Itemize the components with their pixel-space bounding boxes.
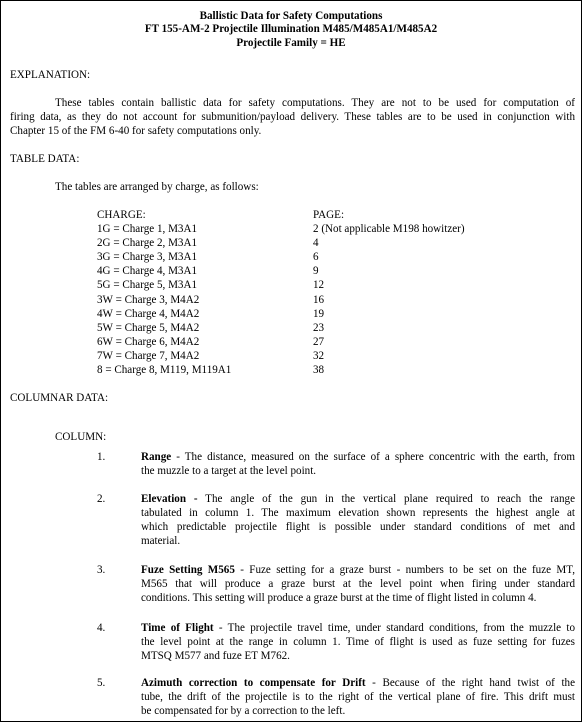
charge-table-row <box>97 349 465 363</box>
column-text: which predictable projectile flight is possible under standard conditions of met and <box>141 521 575 533</box>
charge-cell: 5G = Charge 5, M3A1 <box>97 279 198 292</box>
page-cell: 23 <box>313 321 325 334</box>
page-cell: 9 <box>313 265 319 278</box>
charge-table-header-row <box>97 208 465 222</box>
column-term: Time of Flight <box>141 622 214 634</box>
column-number: 3. <box>97 564 106 576</box>
table-data-intro: The tables are arranged by charge, as follows: <box>55 181 259 193</box>
explanation-paragraph <box>10 96 575 138</box>
column-text: the muzzle to a target at the level point. <box>141 465 317 477</box>
explanation-line: Chapter 15 of the FM 6-40 for safety computations only. <box>10 125 262 137</box>
page-cell: 12 <box>313 279 325 292</box>
column-text: - Fuze setting for a graze burst - numbers to be set on the fuze MT, <box>234 564 575 576</box>
column-term: Elevation - <box>141 493 198 505</box>
column-text: be compensated for by a correction to the left. <box>141 705 346 717</box>
column-text: MTSQ M577 and fuze ET M762. <box>141 650 290 662</box>
charge-column-header: CHARGE: <box>97 209 146 221</box>
column-text: conditions. This setting will produce a graze burst at the time of flight listed in column 4. <box>141 592 537 604</box>
charge-table-row <box>97 236 465 250</box>
charge-cell: 3G = Charge 3, M3A1 <box>97 251 198 264</box>
column-number: 2. <box>97 493 106 505</box>
charge-cell: 3W = Charge 3, M4A2 <box>97 293 200 306</box>
column-number: 5. <box>97 677 106 689</box>
page-cell: 27 <box>313 335 325 348</box>
column-text: material. <box>141 535 181 547</box>
charge-cell: 1G = Charge 1, M3A1 <box>97 223 198 236</box>
charge-cell: 6W = Charge 6, M4A2 <box>97 335 200 348</box>
explanation-line: firing data, as they do not account for submunition/payload delivery. These tables are to be used in conjunction with <box>10 111 575 123</box>
table-data-heading: TABLE DATA: <box>10 153 80 165</box>
charge-table-row <box>97 278 465 292</box>
page-cell: 38 <box>313 364 325 377</box>
charge-cell: 7W = Charge 7, M4A2 <box>97 349 200 362</box>
page-cell: 6 <box>313 251 319 264</box>
header-subtitle: FT 155-AM-2 Projectile Illumination M485/M485A1/M485A2 <box>144 23 438 36</box>
column-number: 4. <box>97 622 106 634</box>
column-term: Azimuth correction to compensate for Drift <box>141 677 366 689</box>
column-text: the level point at the range in column 1. Time of flight is used as fuze setting for fuzes <box>141 636 575 648</box>
page-cell: 19 <box>313 307 325 320</box>
page-cell: 4 <box>313 237 319 250</box>
page-cell: 16 <box>313 293 325 306</box>
page-column-header: PAGE: <box>313 209 345 221</box>
column-text: tabulated in column 1. The maximum elevation shown represents the highest angle at <box>141 507 575 519</box>
column-text: - The projectile travel time, under standard conditions, from the muzzle to <box>213 622 575 634</box>
page-cell: 32 <box>313 349 325 362</box>
column-number: 1. <box>97 451 106 463</box>
column-text: - The distance, measured on the surface of a sphere concentric with the earth, from <box>171 451 575 463</box>
charge-table-row <box>97 293 465 307</box>
column-term: Range <box>141 451 172 463</box>
header-title: Ballistic Data for Safety Computations <box>199 10 383 22</box>
explanation-heading: EXPLANATION: <box>10 69 91 81</box>
charge-cell: 4G = Charge 4, M3A1 <box>97 265 198 278</box>
charge-table-row <box>97 264 465 278</box>
column-text: M565 that will produce a graze burst at the level point when firing under standard <box>141 578 575 590</box>
charge-table-row <box>97 250 465 264</box>
column-label: COLUMN: <box>55 431 107 443</box>
charge-table-row <box>97 222 465 236</box>
column-term: Fuze Setting M565 <box>141 564 235 576</box>
column-text: The angle of the gun in the vertical plane required to reach the range <box>197 493 575 505</box>
charge-table-row <box>97 307 465 321</box>
column-text: - Because of the right hand twist of the <box>365 677 575 689</box>
charge-table-row <box>97 321 465 335</box>
charge-table-row <box>97 363 465 377</box>
charge-cell: 4W = Charge 4, M4A2 <box>97 307 200 320</box>
document-header <box>1 10 581 50</box>
page-cell: 2 (Not applicable M198 howitzer) <box>313 223 465 236</box>
charge-table-row <box>97 335 465 349</box>
explanation-line: These tables contain ballistic data for safety computations. They are not to be used for computation of <box>55 97 575 109</box>
charge-cell: 5W = Charge 5, M4A2 <box>97 321 200 334</box>
columnar-data-heading: COLUMNAR DATA: <box>10 392 109 404</box>
charge-cell: 8 = Charge 8, M119, M119A1 <box>97 364 232 377</box>
header-family: Projectile Family = HE <box>236 36 346 49</box>
charge-cell: 2G = Charge 2, M3A1 <box>97 237 198 250</box>
column-text: tube, the drift of the projectile is to the right of the vertical plane of fire. This drift must <box>141 691 575 703</box>
charge-table <box>97 208 465 377</box>
